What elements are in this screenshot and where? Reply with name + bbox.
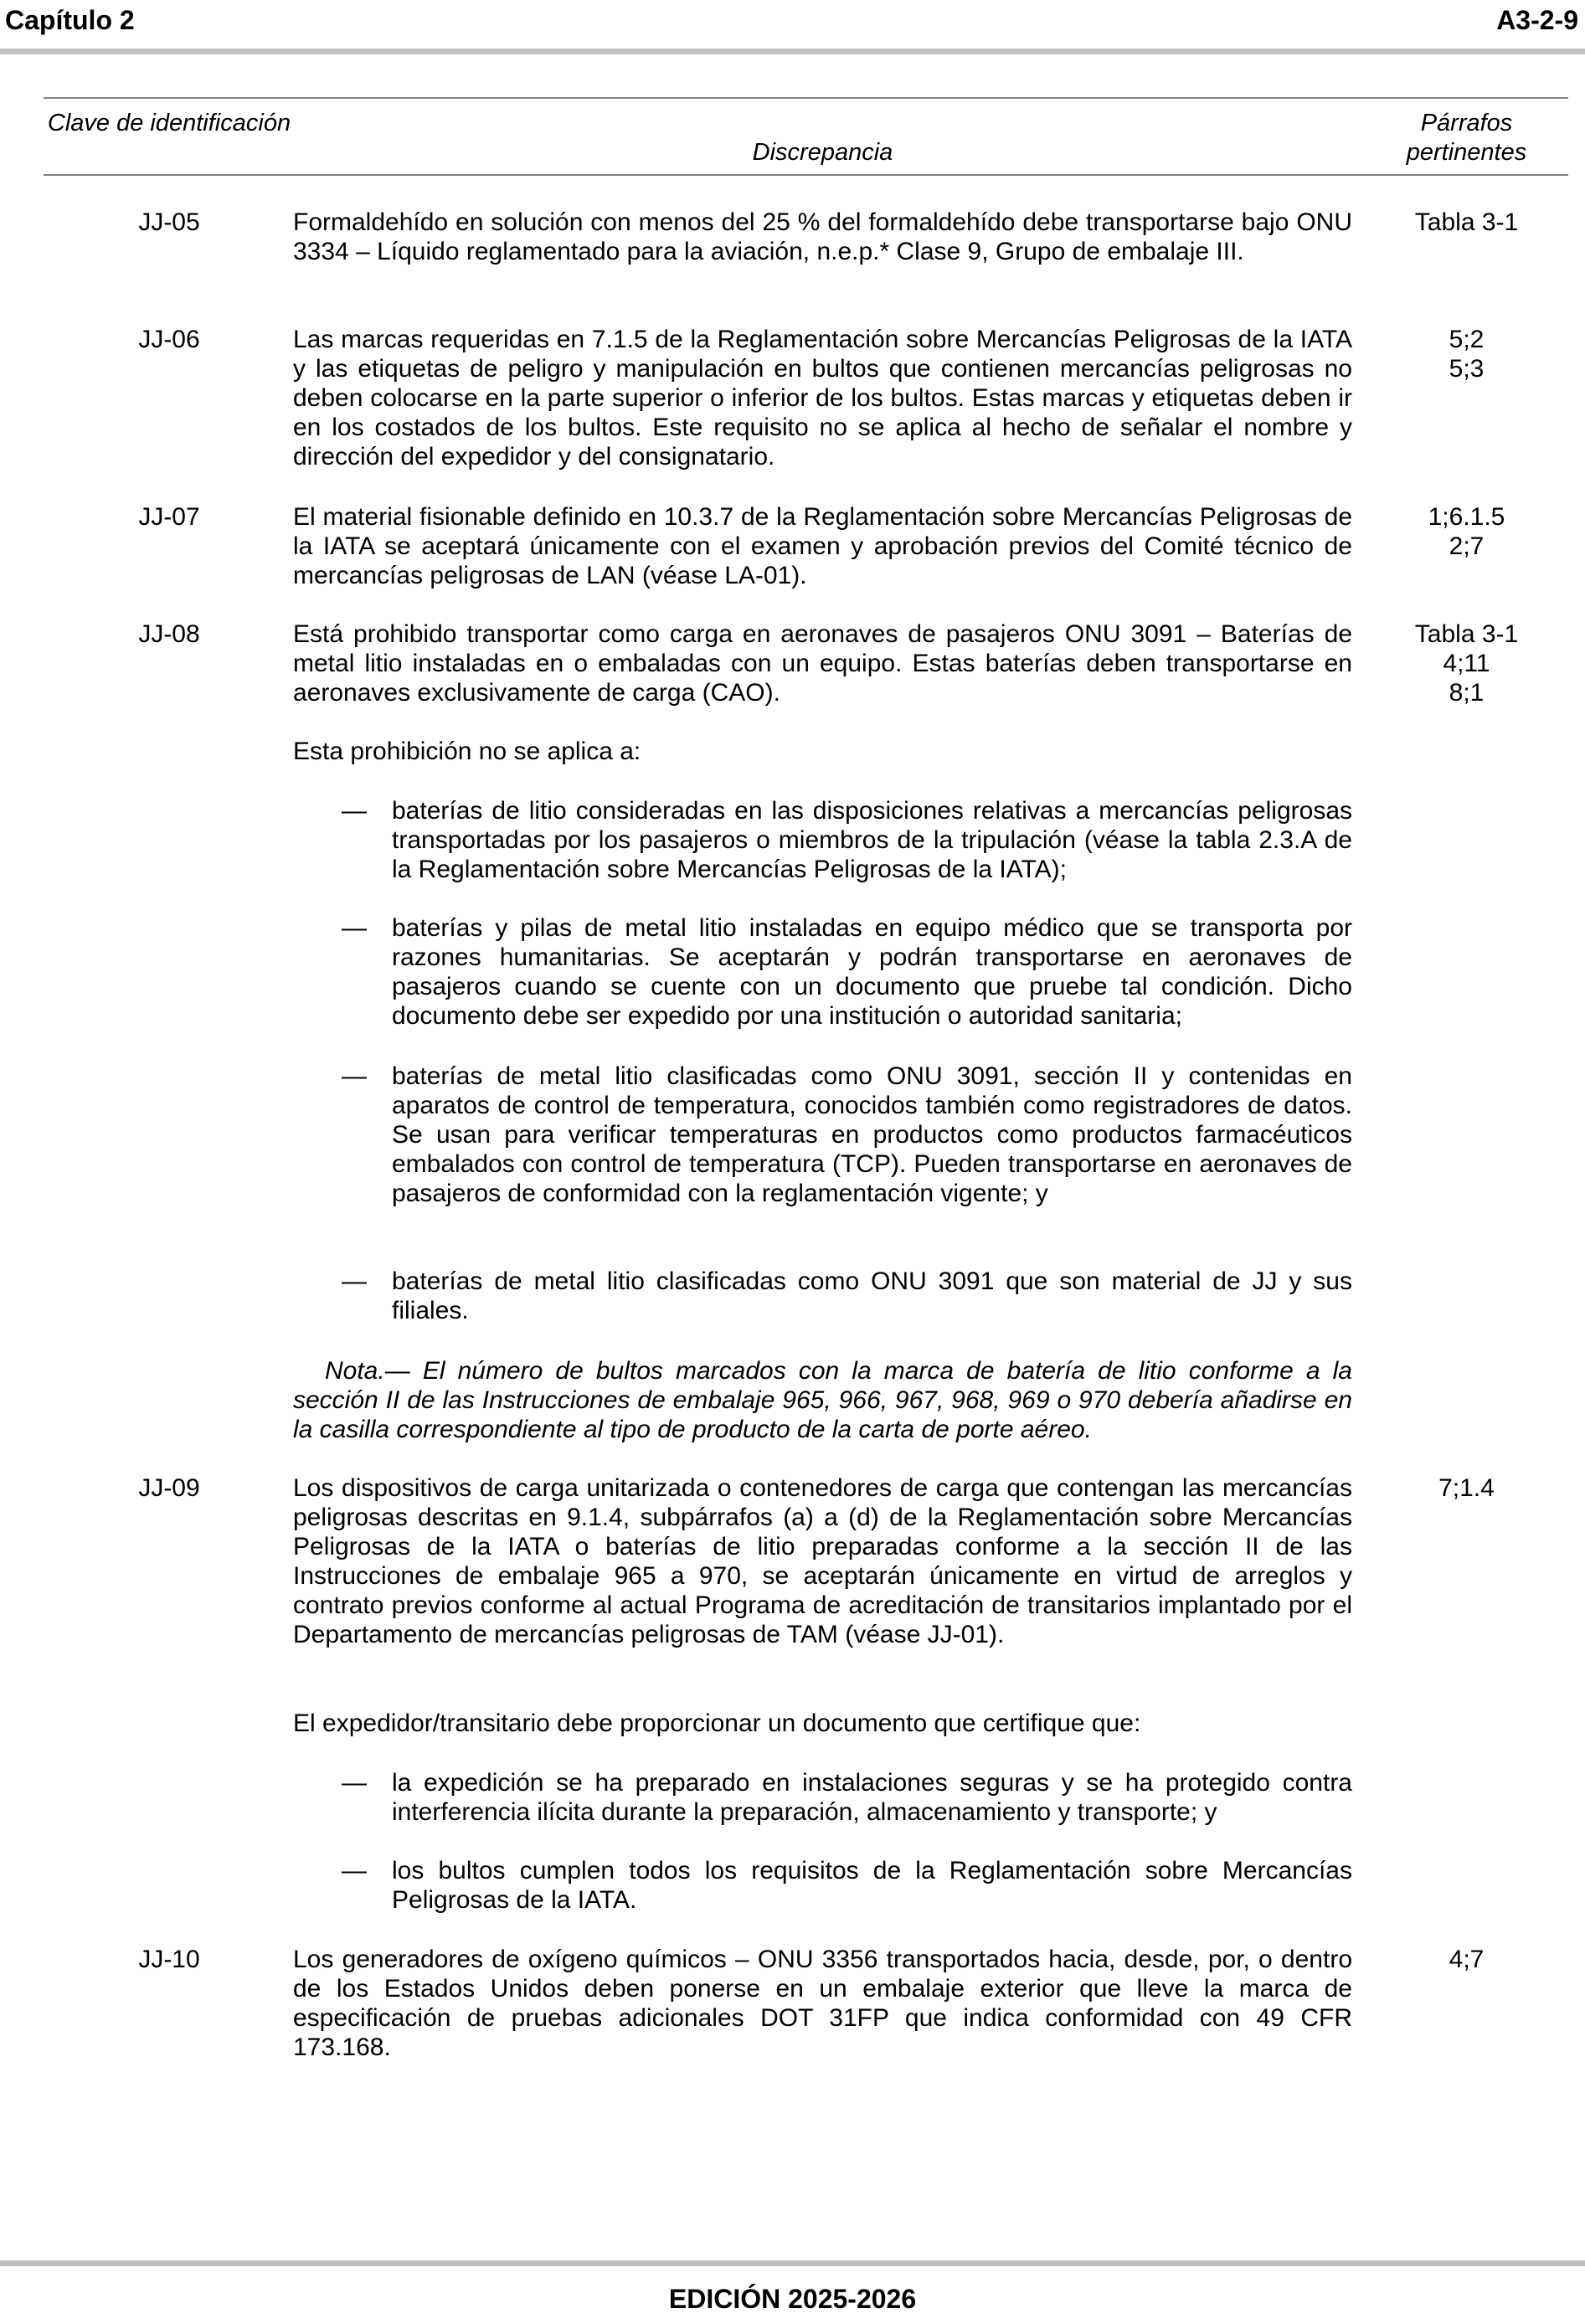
note-text: El número de bultos marcados con la marca de batería de litio conforme a la sección II de las Instrucciones de embalaje 965, 966, 967, 968, 969 o 970 debería añadirse en la casilla correspondiente al tipo de producto de la carta de porte aéreo. [293, 1357, 1352, 1443]
entry-text: Las marcas requeridas en 7.1.5 de la Reglamentación sobre Mercancías Peligrosas de la IATA y las etiquetas de peligro y manipulación en bultos que contienen mercancías peligrosas no deben colocarse en la parte superior o inferior de los bultos. Estas marcas y etiquetas deben ir en los costados de los bultos. Este requisito no se aplica al hecho de señalar el nombre y dirección del expedidor y del consignatario. [293, 326, 1352, 470]
paragraph-ref: 4;7 [1449, 1946, 1485, 1973]
table-header-top-rule [44, 97, 1568, 99]
entry-text: Está prohibido transportar como carga en aeronaves de pasajeros ONU 3091 – Baterías de metal litio instaladas en o embaladas con un equipo. Estas baterías deben transportarse en aeronaves exclusivamente de carga (CAO). [293, 620, 1352, 707]
note [293, 1356, 1352, 1444]
entry-subtext: Esta prohibición no se aplica a: [293, 738, 641, 765]
entry-paragraphs [1365, 1473, 1568, 1503]
entry-text: Los dispositivos de carga unitarizada o contenedores de carga que contengan las mercancías peligrosas descritas en 9.1.4, subpárrafos (a) a (d) de la Reglamentación sobre Mercancías Peligrosas de la IATA o baterías de litio preparadas conforme a la sección II de las Instrucciones de embalaje 965 a 970, se aceptarán únicamente en virtud de arreglos y contrato previos conforme al actual Programa de acreditación de transitarios implantado por el Departamento de mercancías peligrosas de TAM (véase JJ-01). [293, 1474, 1352, 1648]
entry-key: JJ-06 [138, 326, 200, 353]
entry-text: Formaldehído en solución con menos del 25 % del formaldehído debe transportarse bajo ONU 3334 – Líquido reglamentado para la aviación, n.e.p.* Clase 9, Grupo de embalaje III. [293, 208, 1352, 265]
paragraph-ref: 5;3 [1449, 355, 1485, 383]
paragraph-ref: 2;7 [1449, 532, 1485, 560]
entry-paragraphs [1365, 620, 1568, 707]
paragraph-ref: Tabla 3-1 [1414, 620, 1519, 648]
entry-text: Los generadores de oxígeno químicos – ONU 3356 transportados hacia, desde, por, o dentro de los Estados Unidos deben ponerse en un embalaje exterior que lleve la marca de especificación de pruebas adicionales DOT 31FP que indica conformidad con 49 CFR 173.168. [293, 1946, 1352, 2061]
entry-key: JJ-05 [138, 208, 200, 236]
paragraph-ref: 8;1 [1449, 679, 1485, 707]
paragraph-ref: 4;11 [1443, 650, 1490, 677]
bullet-item: la expedición se ha preparado en instalaciones seguras y se ha protegido contra interferencia ilícita durante la preparación, almacenamiento y transporte; y [392, 1769, 1352, 1826]
bullet-item: baterías y pilas de metal litio instaladas en equipo médico que se transporta por razones humanitarias. Se aceptarán y podrán transportarse en aeronaves de pasajeros cuando se cuente con un documento que pruebe tal condición. Dicho documento debe ser expedido por una institución o autoridad sanitaria; [392, 914, 1352, 1030]
entry-key: JJ-07 [138, 503, 200, 531]
entry-paragraphs [1365, 325, 1568, 383]
edition-footer: EDICIÓN 2025-2026 [668, 2284, 917, 2314]
bullet-dash: — [342, 914, 367, 942]
chapter-title: Capítulo 2 [5, 5, 135, 35]
entry-paragraphs [1365, 502, 1568, 561]
footer-rule [0, 2260, 1585, 2266]
bullet-dash: — [342, 1769, 367, 1797]
column-header-key: Clave de identificación [47, 110, 291, 136]
paragraph-ref: 7;1.4 [1438, 1474, 1495, 1502]
bullet-item: baterías de metal litio clasificadas como ONU 3091, sección II y contenidas en aparatos de control de temperatura, conocidos también como registradores de datos. Se usan para verificar temperaturas en productos como productos farmacéuticos embalados con control de temperatura (TCP). Pueden transportarse en aeronaves de pasajeros de conformidad con la reglamentación vigente; y [392, 1062, 1352, 1207]
page-number: A3-2-9 [1496, 5, 1578, 35]
bullet-dash: — [342, 1267, 367, 1295]
header-rule [0, 49, 1585, 54]
bullet-dash: — [342, 1857, 367, 1884]
bullet-item: los bultos cumplen todos los requisitos de la Reglamentación sobre Mercancías Peligrosas de la IATA. [392, 1857, 1352, 1914]
entry-key: JJ-09 [138, 1474, 200, 1502]
bullet-item: baterías de litio consideradas en las disposiciones relativas a mercancías peligrosas transportadas por los pasajeros o miembros de la tripulación (véase la tabla 2.3.A de la Reglamentación sobre Mercancías Peligrosas de la IATA); [392, 797, 1352, 883]
paragraph-ref: Tabla 3-1 [1414, 208, 1519, 236]
entry-paragraphs [1365, 208, 1568, 237]
entry-paragraphs [1365, 1945, 1568, 1974]
column-header-discrepancy: Discrepancia [752, 139, 893, 166]
entry-key: JJ-08 [138, 620, 200, 648]
column-header-paragraphs: Párrafos pertinentes [1406, 110, 1527, 166]
note-label: Nota.— [325, 1357, 423, 1385]
bullet-dash: — [342, 1062, 367, 1090]
entry-subtext: El expedidor/transitario debe proporcionar un documento que certifique que: [293, 1710, 1141, 1737]
entry-key: JJ-10 [138, 1946, 200, 1973]
paragraph-ref: 5;2 [1449, 326, 1485, 353]
entry-text: El material fisionable definido en 10.3.7 de la Reglamentación sobre Mercancías Peligrosas de la IATA se aceptará únicamente con el examen y aprobación previos del Comité técnico de mercancías peligrosas de LAN (véase LA-01). [293, 503, 1352, 589]
table-header-bottom-rule [44, 174, 1568, 176]
paragraph-ref: 1;6.1.5 [1428, 503, 1505, 531]
bullet-dash: — [342, 797, 367, 825]
bullet-item: baterías de metal litio clasificadas como ONU 3091 que son material de JJ y sus filiales. [392, 1267, 1352, 1324]
